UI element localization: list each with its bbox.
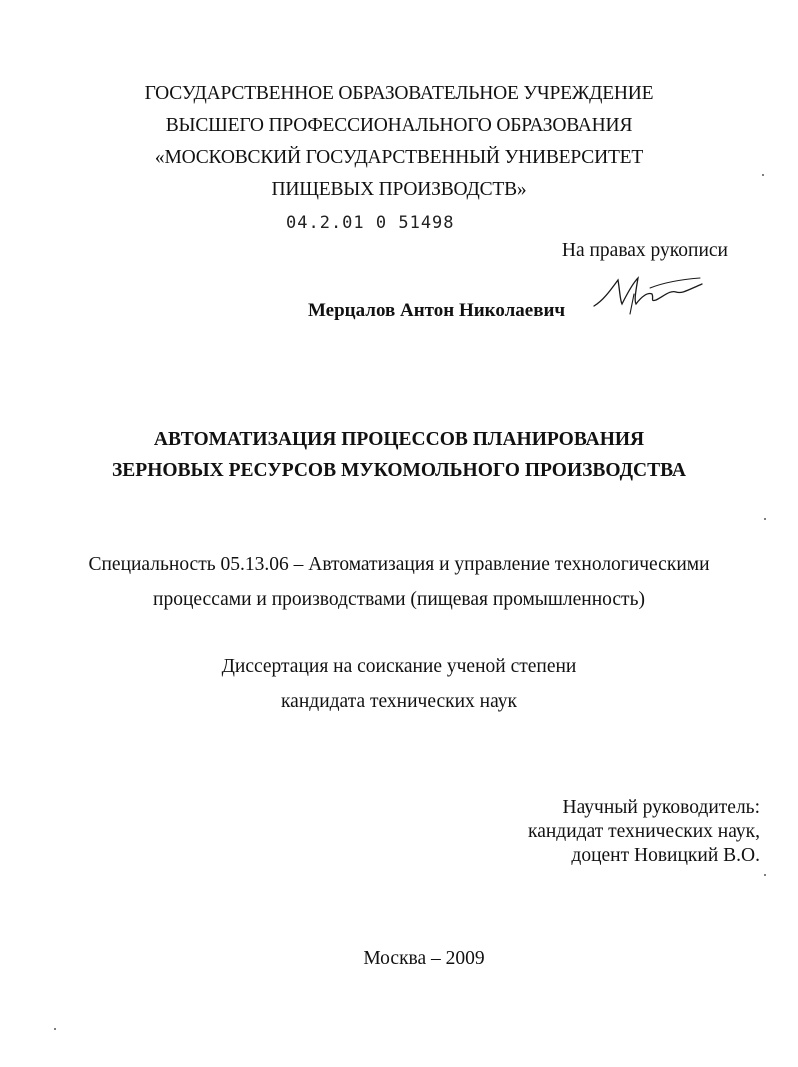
city-year: Москва – 2009 [363,948,485,969]
scan-speck [764,874,766,876]
scan-speck [762,174,764,176]
institution-line-4: ПИЩЕВЫХ ПРОИЗВОДСТВ» [271,179,527,200]
supervisor-line-1: Научный руководитель: [562,797,760,818]
supervisor-block [528,796,760,868]
scan-speck [54,1028,56,1030]
author-signature [590,270,710,318]
author-name: Мерцалов Антон Николаевич [308,300,566,321]
thesis-title-line-1: АВТОМАТИЗАЦИЯ ПРОЦЕССОВ ПЛАНИРОВАНИЯ [153,429,645,450]
institution-line-2: ВЫСШЕГО ПРОФЕССИОНАЛЬНОГО ОБРАЗОВАНИЯ [165,115,633,136]
institution-line-1: ГОСУДАРСТВЕННОЕ ОБРАЗОВАТЕЛЬНОЕ УЧРЕЖДЕНИЕ [144,83,654,104]
institution-line-3: «МОСКОВСКИЙ ГОСУДАРСТВЕННЫЙ УНИВЕРСИТЕТ [154,147,644,168]
degree-line-2: кандидата технических наук [281,691,517,712]
thesis-title-line-2: ЗЕРНОВЫХ РЕСУРСОВ МУКОМОЛЬНОГО ПРОИЗВОДСТВА [111,460,686,481]
degree-line-1: Диссертация на соискание ученой степени [221,656,577,677]
specialty-line-1: Специальность 05.13.06 – Автоматизация и управление технологическими [88,554,710,575]
scan-speck [764,518,766,520]
specialty-line-2: процессами и производствами (пищевая промышленность) [153,589,645,610]
manuscript-note: На правах рукописи [561,240,728,261]
library-stamp-number: 04.2.01 0 51498 [286,213,455,233]
supervisor-line-3: доцент Новицкий В.О. [571,845,760,866]
supervisor-line-2: кандидат технических наук, [528,821,760,842]
